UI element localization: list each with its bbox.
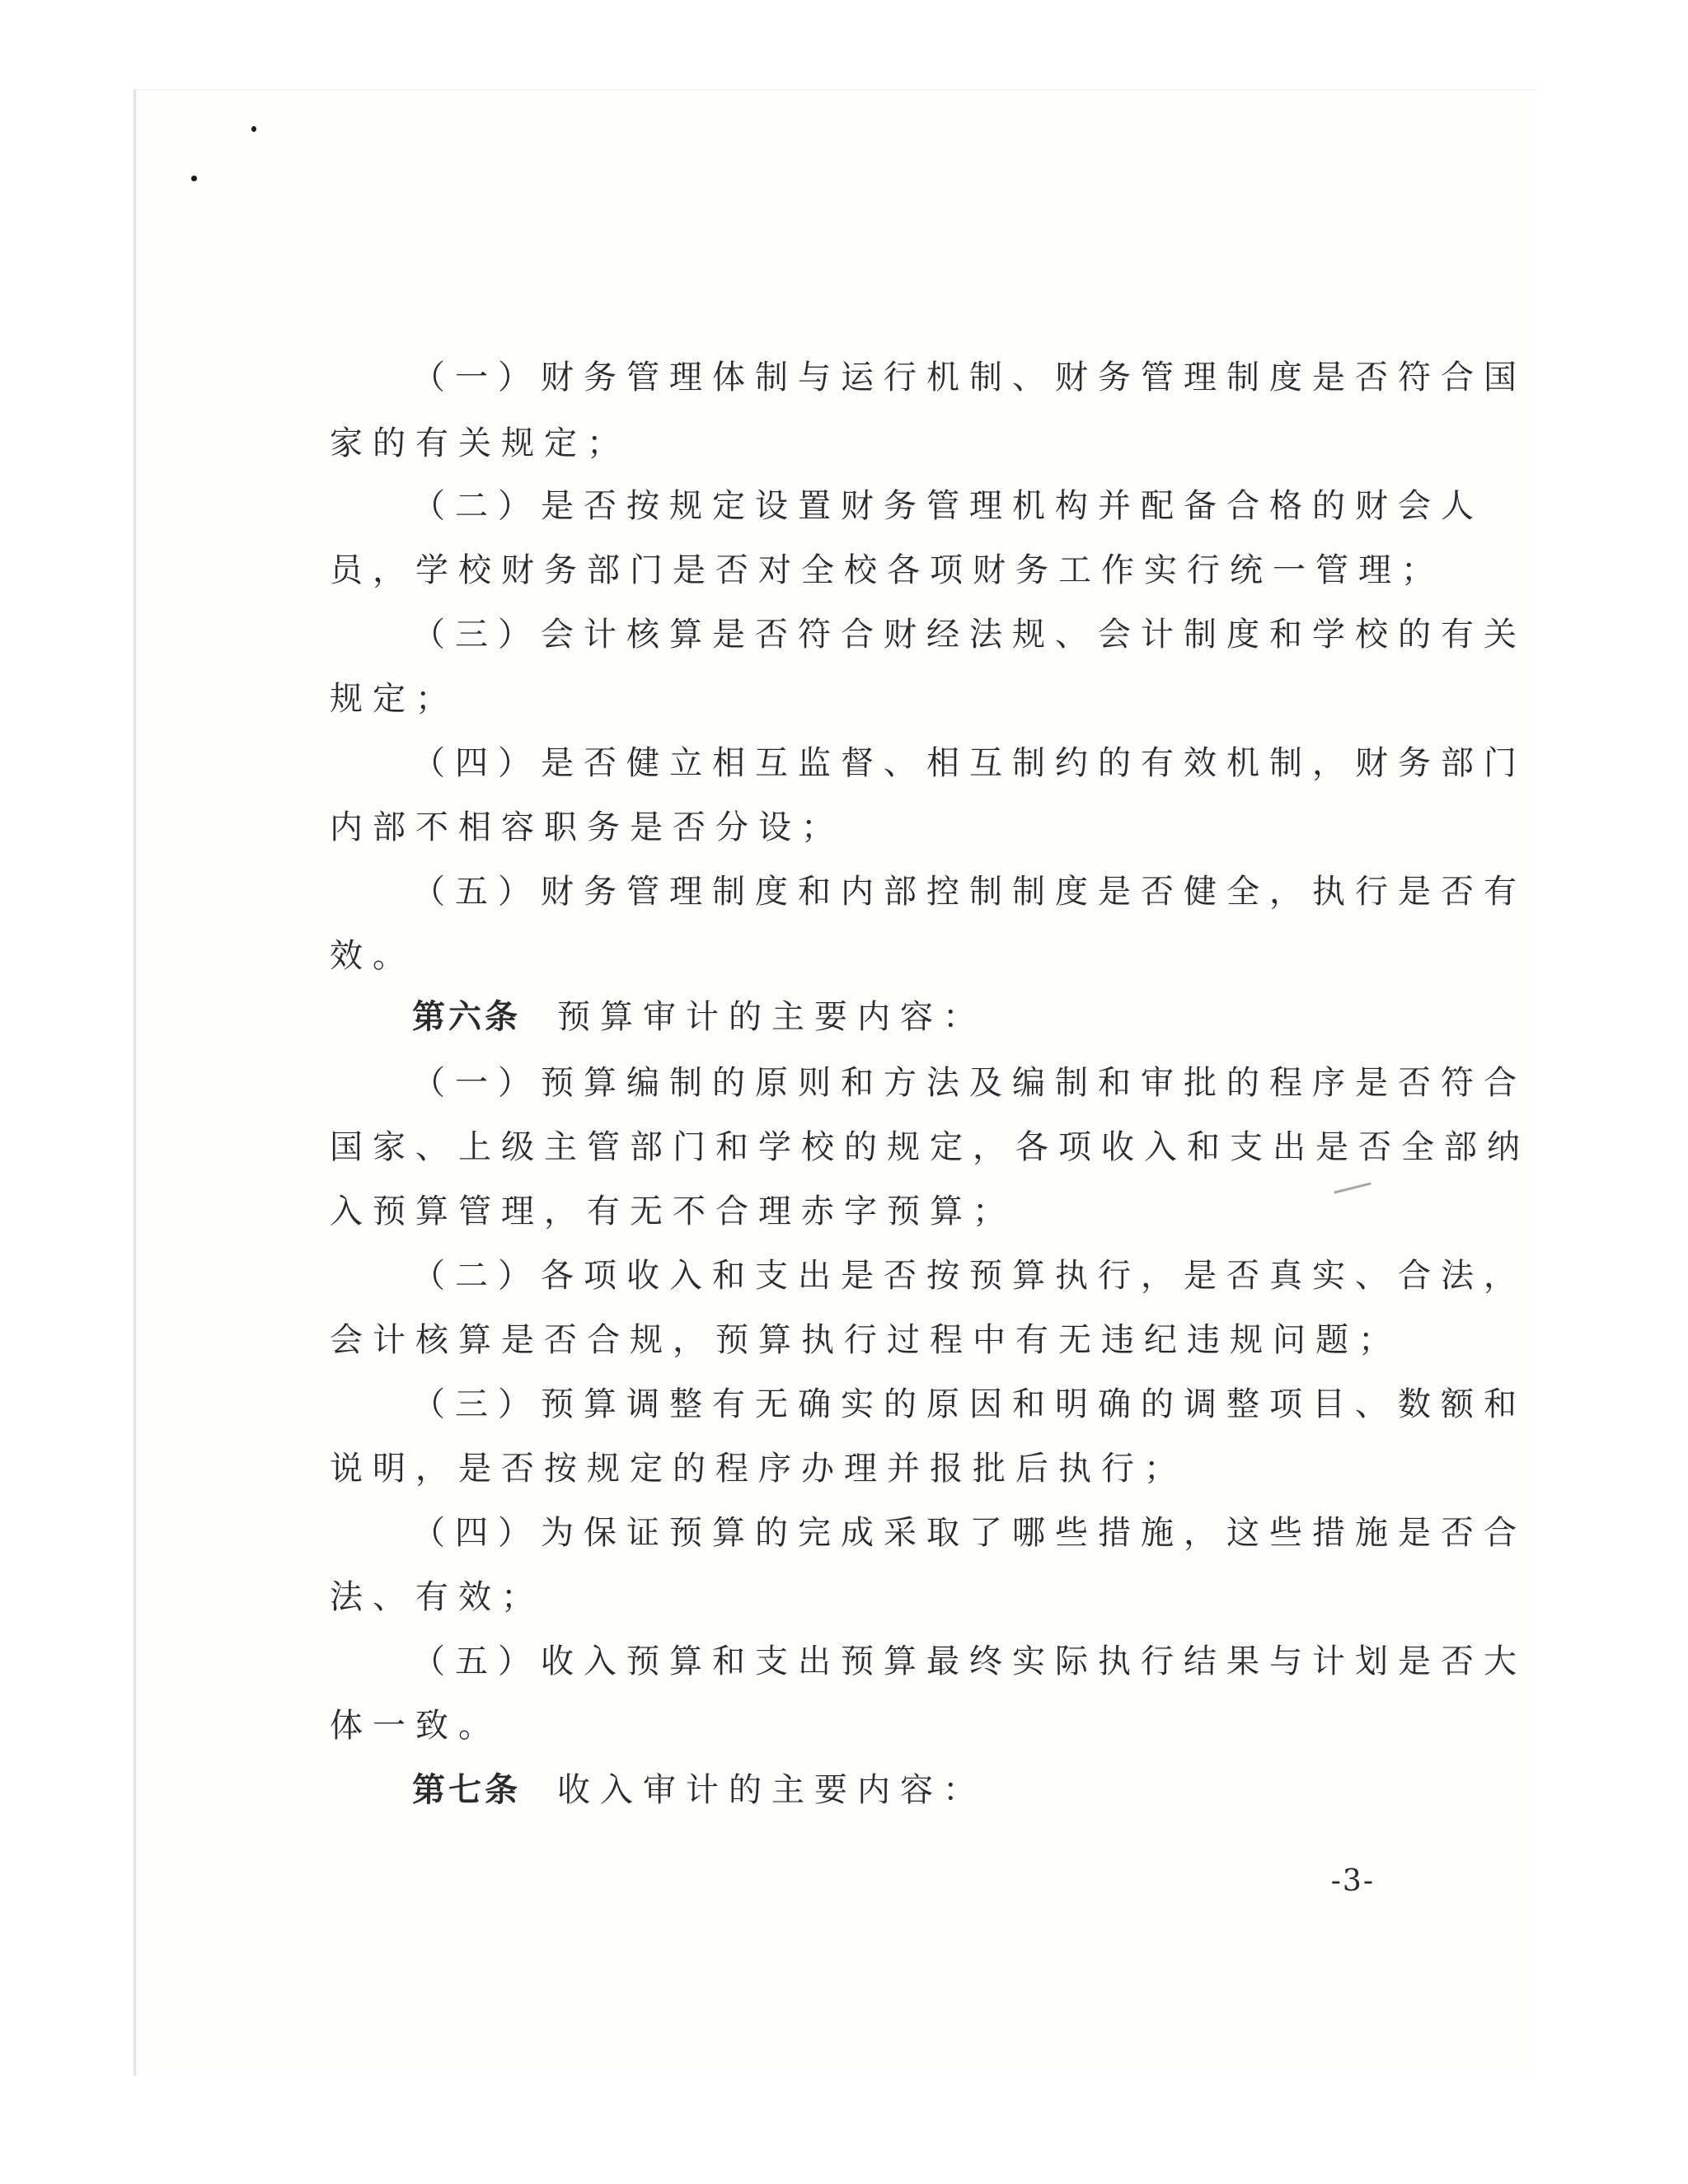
scan-speck — [191, 176, 197, 181]
article-title: 收入审计的主要内容： — [557, 1771, 986, 1809]
text-line: （五）收入预算和支出预算最终实际执行结果与计划是否大 — [412, 1643, 1526, 1680]
text-line: 国家、上级主管部门和学校的规定，各项收入和支出是否全部纳 — [330, 1128, 1530, 1166]
text-line: 规定； — [330, 680, 458, 718]
article-title: 预算审计的主要内容： — [557, 998, 986, 1036]
text-line: （五）财务管理制度和内部控制制度是否健全，执行是否有 — [412, 873, 1526, 911]
text-line: （三）会计核算是否符合财经法规、会计制度和学校的有关 — [412, 616, 1526, 654]
article-heading — [412, 997, 986, 1037]
text-line: 法、有效； — [330, 1578, 544, 1616]
text-line: （一）财务管理体制与运行机制、财务管理制度是否符合国 — [412, 359, 1526, 396]
text-line: （四）是否健立相互监督、相互制约的有效机制，财务部门 — [412, 744, 1526, 782]
text-line: 会计核算是否合规，预算执行过程中有无违纪违规问题； — [330, 1321, 1401, 1359]
article-label: 第七条 — [412, 1770, 521, 1809]
text-line: 效。 — [330, 937, 415, 975]
text-line: 内部不相容职务是否分设； — [330, 808, 844, 846]
article-label: 第六条 — [412, 997, 521, 1036]
text-line: （一）预算编制的原则和方法及编制和审批的程序是否符合 — [412, 1064, 1526, 1102]
text-line: （四）为保证预算的完成采取了哪些措施，这些措施是否合 — [412, 1514, 1526, 1552]
text-line: （三）预算调整有无确实的原因和明确的调整项目、数额和 — [412, 1385, 1526, 1423]
scan-speck — [251, 126, 256, 132]
text-line: 体一致。 — [330, 1707, 501, 1745]
text-line: 说明，是否按规定的程序办理并报批后执行； — [330, 1450, 1187, 1488]
page-number: -3- — [1330, 1864, 1375, 1898]
text-line: 入预算管理，有无不合理赤字预算； — [330, 1193, 1015, 1230]
article-heading — [412, 1770, 986, 1810]
text-line: （二）是否按规定设置财务管理机构并配备合格的财会人 — [412, 487, 1484, 525]
text-line: 员，学校财务部门是否对全校各项财务工作实行统一管理； — [330, 551, 1444, 589]
text-line: 家的有关规定； — [330, 424, 630, 462]
text-line: （二）各项收入和支出是否按预算执行，是否真实、合法， — [412, 1257, 1526, 1295]
